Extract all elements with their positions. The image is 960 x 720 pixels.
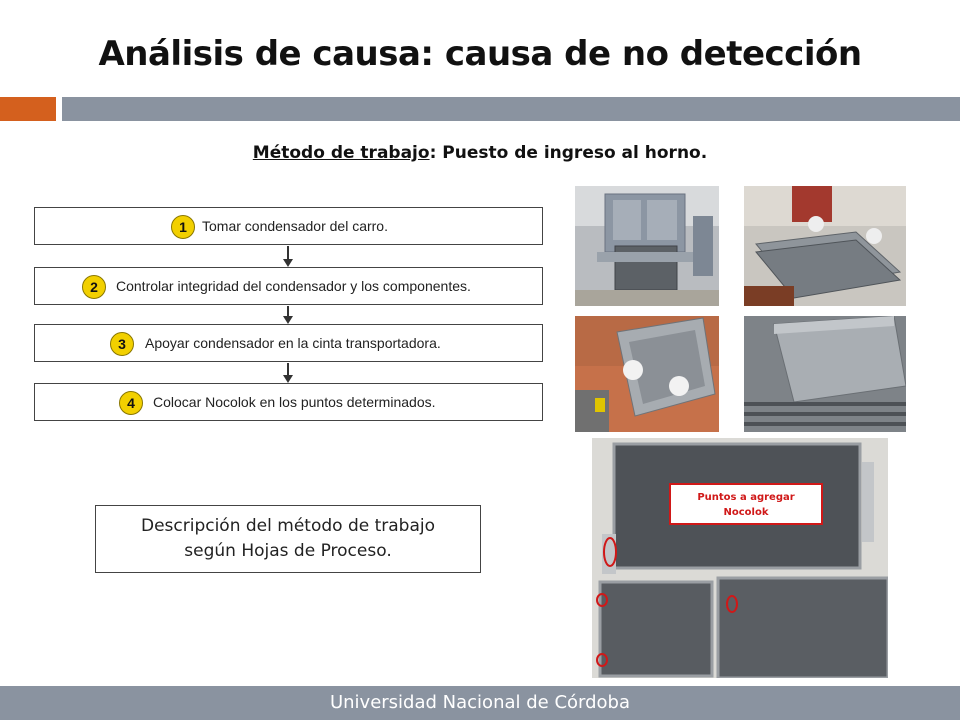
step-number-badge: 3 xyxy=(110,332,134,356)
flow-arrow xyxy=(287,246,289,260)
flow-arrow-head xyxy=(283,316,293,324)
flow-step-4 xyxy=(34,383,543,421)
step-text: Colocar Nocolok en los puntos determinados. xyxy=(153,394,436,410)
header-divider-bar xyxy=(62,97,960,121)
description-box xyxy=(95,505,481,573)
flow-arrow-head xyxy=(283,375,293,383)
flow-arrow-head xyxy=(283,259,293,267)
step-number-badge: 1 xyxy=(171,215,195,239)
footer-bar: Universidad Nacional de Córdoba xyxy=(0,686,960,720)
flow-step-1 xyxy=(34,207,543,245)
description-line-2: según Hojas de Proceso. xyxy=(184,541,392,561)
accent-bar xyxy=(0,97,56,121)
description-line-1: Descripción del método de trabajo xyxy=(140,516,436,536)
subtitle-underlined: Método de trabajo xyxy=(252,143,430,163)
slide-subtitle xyxy=(0,143,960,163)
step-number-badge: 2 xyxy=(82,275,106,299)
photo-callout-line-2: Nocolok xyxy=(723,507,769,518)
flow-step-3 xyxy=(34,324,543,362)
photo-oven-entrance xyxy=(575,186,719,306)
photo-conveyor-belt xyxy=(744,316,906,432)
photo-inspect-condenser xyxy=(575,316,719,432)
photo-taking-condenser xyxy=(744,186,906,306)
step-text: Tomar condensador del carro. xyxy=(202,218,388,234)
slide-title: Análisis de causa: causa de no detección xyxy=(98,34,862,74)
flow-step-2 xyxy=(34,267,543,305)
photo-nocolok-points xyxy=(592,438,888,678)
subtitle-rest: : Puesto de ingreso al horno. xyxy=(429,143,708,163)
step-text: Controlar integridad del condensador y los componentes. xyxy=(116,278,471,294)
step-text: Apoyar condensador en la cinta transportadora. xyxy=(145,335,441,351)
step-number-badge: 4 xyxy=(119,391,143,415)
photo-callout-line-1: Puntos a agregar xyxy=(697,492,795,503)
